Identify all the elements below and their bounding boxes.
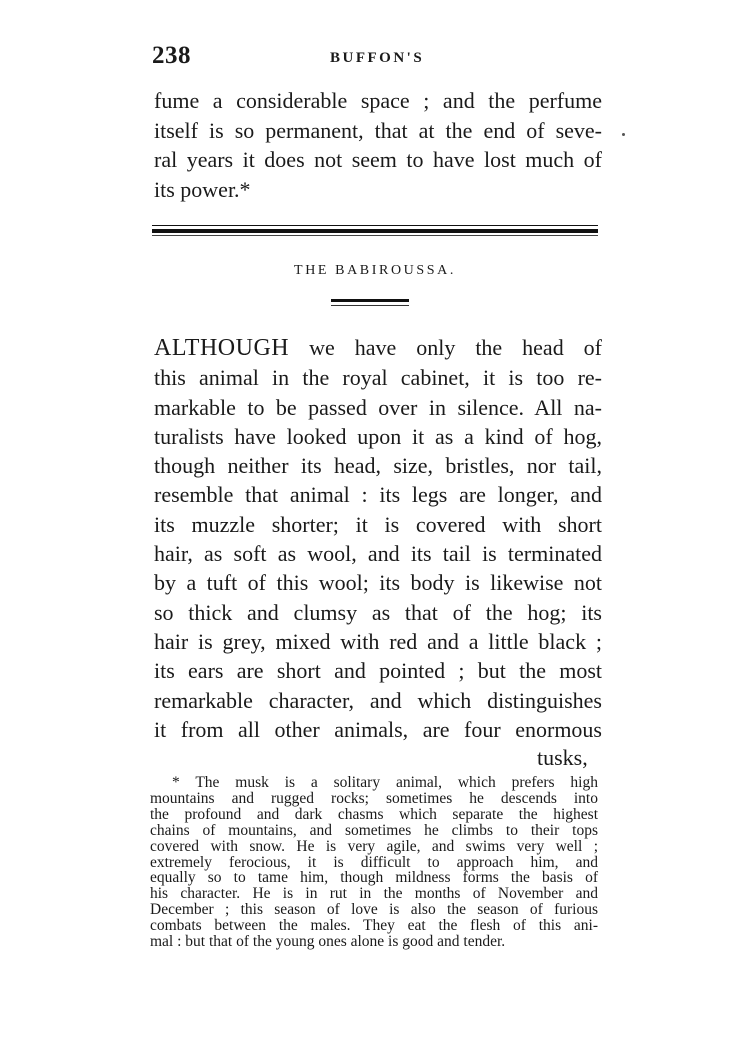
print-speck bbox=[622, 133, 625, 136]
section-divider-rule bbox=[152, 225, 598, 237]
text-line: its power.* bbox=[154, 176, 251, 202]
footnote-line: mountains and rugged rocks; sometimes he descends into bbox=[150, 789, 598, 807]
footnote-line: December ; this season of love is also the season of furious bbox=[150, 901, 598, 919]
text-line: ALTHOUGH we have only the head of bbox=[154, 335, 603, 361]
text-line: markable to be passed over in silence. All na- bbox=[154, 394, 602, 420]
text-line: so thick and clumsy as that of the hog; its bbox=[154, 599, 602, 625]
running-head: BUFFON'S bbox=[330, 50, 425, 66]
footnote-line: combats between the males. They eat the flesh of this ani- bbox=[150, 917, 598, 935]
footnote-line: his character. He is in rut in the months of November and bbox=[150, 885, 598, 903]
footnote-line: extremely ferocious, it is difficult to approach him, and bbox=[150, 853, 598, 871]
text-line: by a tuft of this wool; its body is likewise not bbox=[154, 570, 602, 596]
footnote bbox=[150, 775, 598, 950]
main-paragraph bbox=[154, 333, 602, 744]
text-line: this animal in the royal cabinet, it is too re- bbox=[154, 365, 602, 391]
text-line: resemble that animal : its legs are longer, and bbox=[154, 482, 602, 508]
text-line: ral years it does not seem to have lost much of bbox=[154, 147, 602, 172]
text-line: remarkable character, and which distinguishes bbox=[154, 687, 602, 713]
text-line: itself is so permanent, that at the end of seve- bbox=[154, 117, 602, 143]
title-underline-rule bbox=[331, 299, 409, 308]
continued-paragraph bbox=[154, 86, 602, 204]
footnote-line: covered with snow. He is very agile, and swims very well ; bbox=[150, 837, 598, 855]
opening-word: ALTHOUGH bbox=[154, 335, 290, 361]
text-line: hair is grey, mixed with red and a little black ; bbox=[154, 628, 602, 654]
footnote-line: mal : but that of the young ones alone is good and tender. bbox=[150, 933, 506, 951]
text-line: fume a considerable space ; and the perfume bbox=[154, 88, 602, 113]
page-header bbox=[152, 42, 612, 76]
footnote-line: the profound and dark chasms which separate the highest bbox=[150, 805, 598, 823]
footnote-line: equally so to tame him, though mildness forms the basis of bbox=[150, 869, 598, 887]
text-line: hair, as soft as wool, and its tail is terminated bbox=[154, 541, 602, 567]
section-title: THE BABIROUSSA. bbox=[294, 263, 456, 278]
footnote-line: * The musk is a solitary animal, which prefers high bbox=[172, 774, 598, 791]
text-line: though neither its head, size, bristles, nor tail, bbox=[154, 453, 602, 479]
text-line: turalists have looked upon it as a kind of hog, bbox=[154, 423, 602, 449]
page-number: 238 bbox=[152, 42, 191, 69]
text-line: its ears are short and pointed ; but the most bbox=[154, 658, 602, 684]
catchword: tusks, bbox=[537, 745, 588, 770]
footnote-line: chains of mountains, and sometimes he climbs to their tops bbox=[150, 821, 598, 839]
text-line: it from all other animals, are four enormous bbox=[154, 716, 602, 742]
text-line: its muzzle shorter; it is covered with short bbox=[154, 511, 602, 537]
